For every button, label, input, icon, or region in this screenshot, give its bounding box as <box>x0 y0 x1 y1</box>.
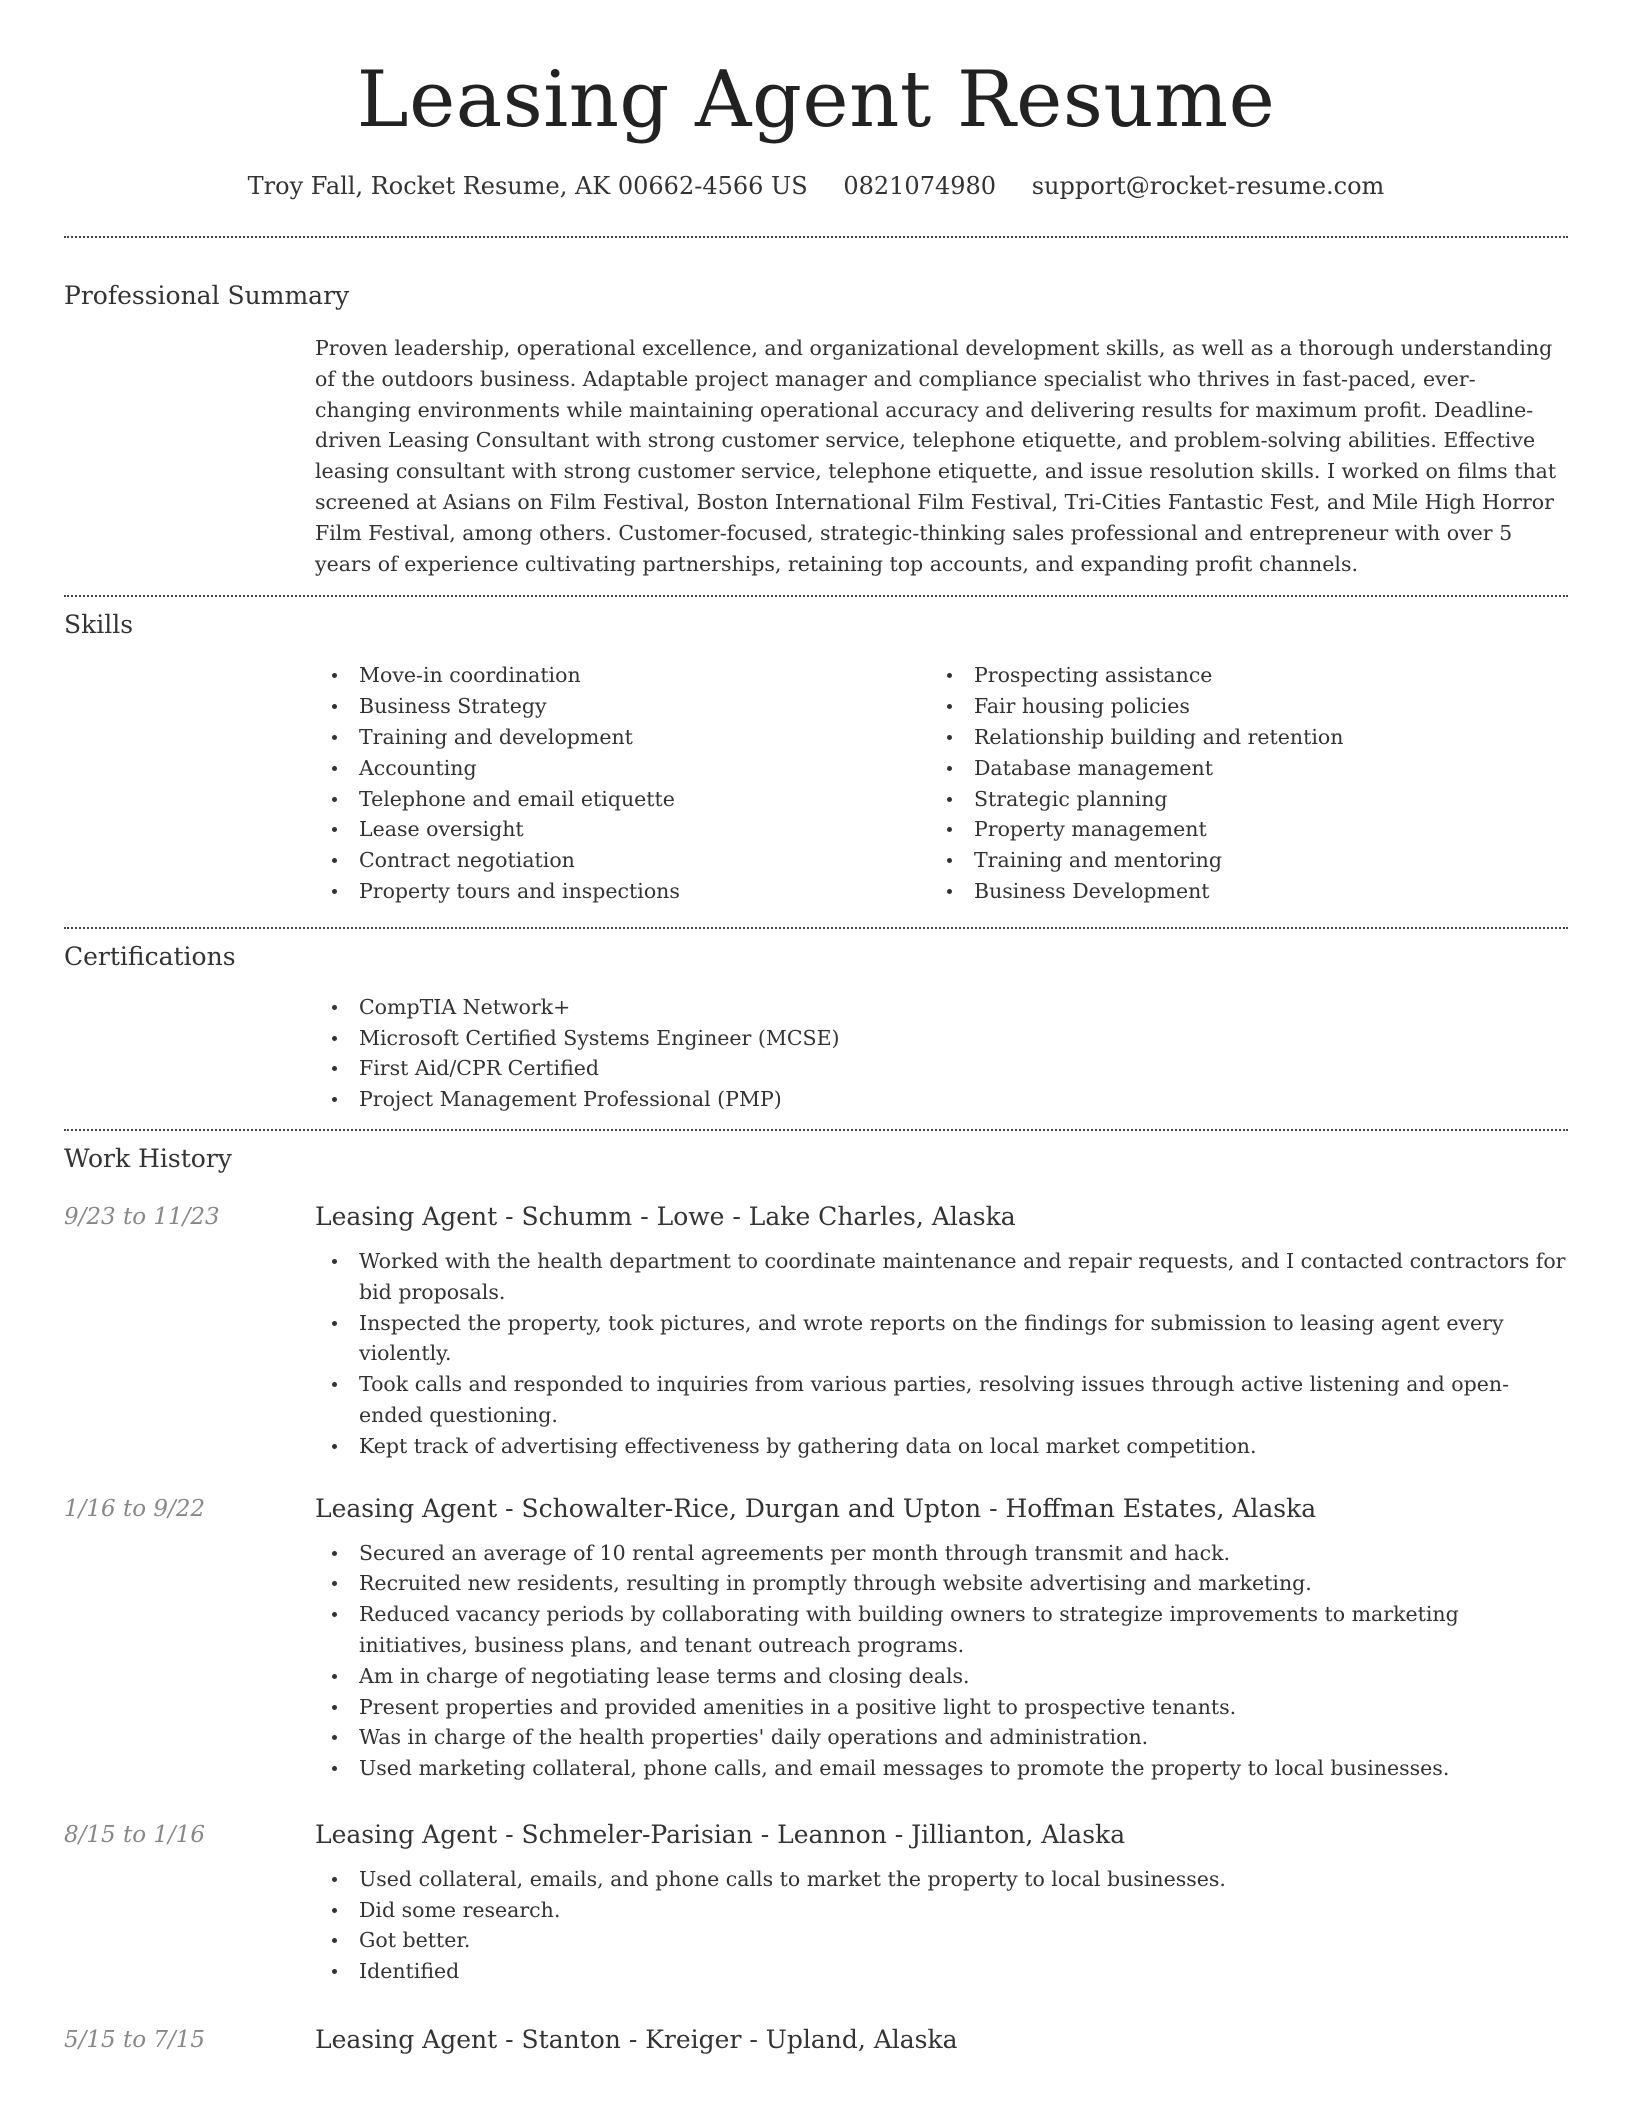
job-dates: 1/16 to 9/22 <box>64 1495 206 1522</box>
list-item: Strategic planning <box>930 784 1545 815</box>
job-bullets <box>315 1538 1568 1784</box>
list-item: Move-in coordination <box>315 660 930 691</box>
job-entry <box>64 1818 1568 1987</box>
contact-address: Troy Fall, Rocket Resume, AK 00662-4566 US <box>247 172 808 200</box>
job-title: Leasing Agent - Stanton - Kreiger - Upland, Alaska <box>315 2025 958 2055</box>
list-item: Inspected the property, took pictures, and wrote reports on the findings for submission to leasing agent every violently. <box>315 1308 1568 1370</box>
list-item: Fair housing policies <box>930 691 1545 722</box>
contact-email: support@rocket-resume.com <box>1031 172 1385 200</box>
list-item: Contract negotiation <box>315 845 930 876</box>
summary-text: Proven leadership, operational excellence, and organizational development skills, as well as a thorough understanding of the outdoors business. Adaptable project manager and compliance specialist who thrives in fast-paced, ever-changing environments while maintaining operational accuracy and delivering results for maximum profit. Deadline-driven Leasing Consultant with strong customer service, telephone etiquette, and problem-solving abilities. Effective leasing consultant with strong customer service, telephone etiquette, and issue resolution skills. I worked on films that screened at Asians on Film Festival, Boston International Film Festival, Tri-Cities Fantastic Fest, and Mile High Horror Film Festival, among others. Customer-focused, strategic-thinking sales professional and entrepreneur with over 5 years of experience cultivating partnerships, retaining top accounts, and expanding profit channels. <box>315 336 1557 576</box>
job-dates: 5/15 to 7/15 <box>64 2027 206 2054</box>
list-item: Recruited new residents, resulting in promptly through website advertising and marketing. <box>315 1568 1568 1599</box>
list-item: Business Development <box>930 876 1545 907</box>
contact-phone: 0821074980 <box>843 172 997 200</box>
certifications-list <box>315 992 1568 1115</box>
resume-page <box>64 0 1568 2057</box>
list-item: CompTIA Network+ <box>315 992 1568 1023</box>
resume-title: Leasing Agent Resume <box>356 55 1276 145</box>
list-item: Did some research. <box>315 1895 1568 1926</box>
skills-list-right <box>930 660 1545 906</box>
list-item: Used collateral, emails, and phone calls to market the property to local businesses. <box>315 1864 1568 1895</box>
divider <box>64 927 1568 929</box>
list-item: Database management <box>930 753 1545 784</box>
job-title: Leasing Agent - Schowalter-Rice, Durgan and Upton - Hoffman Estates, Alaska <box>315 1493 1317 1523</box>
list-item: Was in charge of the health properties' daily operations and administration. <box>315 1722 1568 1753</box>
job-entry <box>64 1200 1568 1462</box>
certifications-section <box>64 940 1568 1115</box>
list-item: Present properties and provided amenities in a positive light to prospective tenants. <box>315 1692 1568 1723</box>
list-item: Business Strategy <box>315 691 930 722</box>
list-item: Reduced vacancy periods by collaborating with building owners to strategize improvements to marketing initiatives, business plans, and tenant outreach programs. <box>315 1599 1568 1661</box>
list-item: Accounting <box>315 753 930 784</box>
list-item: Am in charge of negotiating lease terms and closing deals. <box>315 1661 1568 1692</box>
list-item: Property tours and inspections <box>315 876 930 907</box>
list-item: Property management <box>930 814 1545 845</box>
list-item: Got better. <box>315 1925 1568 1956</box>
list-item: Relationship building and retention <box>930 722 1545 753</box>
list-item: Training and mentoring <box>930 845 1545 876</box>
list-item: Secured an average of 10 rental agreements per month through transmit and hack. <box>315 1538 1568 1569</box>
divider <box>64 1129 1568 1131</box>
list-item: Prospecting assistance <box>930 660 1545 691</box>
divider <box>64 236 1568 238</box>
summary-section <box>64 279 1568 579</box>
job-entry <box>64 1492 1568 1784</box>
work-section <box>64 1142 1568 2057</box>
skills-section <box>64 608 1568 906</box>
list-item: Kept track of advertising effectiveness by gathering data on local market competition. <box>315 1431 1568 1462</box>
contact-line <box>64 170 1568 202</box>
job-title: Leasing Agent - Schmeler-Parisian - Leannon - Jillianton, Alaska <box>315 1819 1126 1849</box>
work-heading: Work History <box>64 1143 232 1173</box>
certifications-heading: Certifications <box>64 941 236 971</box>
job-bullets <box>315 1246 1568 1462</box>
list-item: Lease oversight <box>315 814 930 845</box>
divider <box>64 595 1568 597</box>
job-dates: 8/15 to 1/16 <box>64 1821 206 1848</box>
list-item: Worked with the health department to coordinate maintenance and repair requests, and I contacted contractors for bid proposals. <box>315 1246 1568 1308</box>
job-bullets <box>315 1864 1568 1987</box>
skills-list-left <box>315 660 930 906</box>
job-entry <box>64 2023 1568 2057</box>
job-title: Leasing Agent - Schumm - Lowe - Lake Charles, Alaska <box>315 1201 1016 1231</box>
job-dates: 9/23 to 11/23 <box>64 1203 220 1230</box>
list-item: Microsoft Certified Systems Engineer (MCSE) <box>315 1023 1568 1054</box>
list-item: Project Management Professional (PMP) <box>315 1084 1568 1115</box>
list-item: Training and development <box>315 722 930 753</box>
list-item: Telephone and email etiquette <box>315 784 930 815</box>
skills-heading: Skills <box>64 610 134 640</box>
list-item: Identified <box>315 1956 1568 1987</box>
list-item: Took calls and responded to inquiries from various parties, resolving issues through active listening and open-ended questioning. <box>315 1369 1568 1431</box>
list-item: Used marketing collateral, phone calls, and email messages to promote the property to local businesses. <box>315 1753 1568 1784</box>
summary-heading: Professional Summary <box>64 281 350 310</box>
list-item: First Aid/CPR Certified <box>315 1053 1568 1084</box>
